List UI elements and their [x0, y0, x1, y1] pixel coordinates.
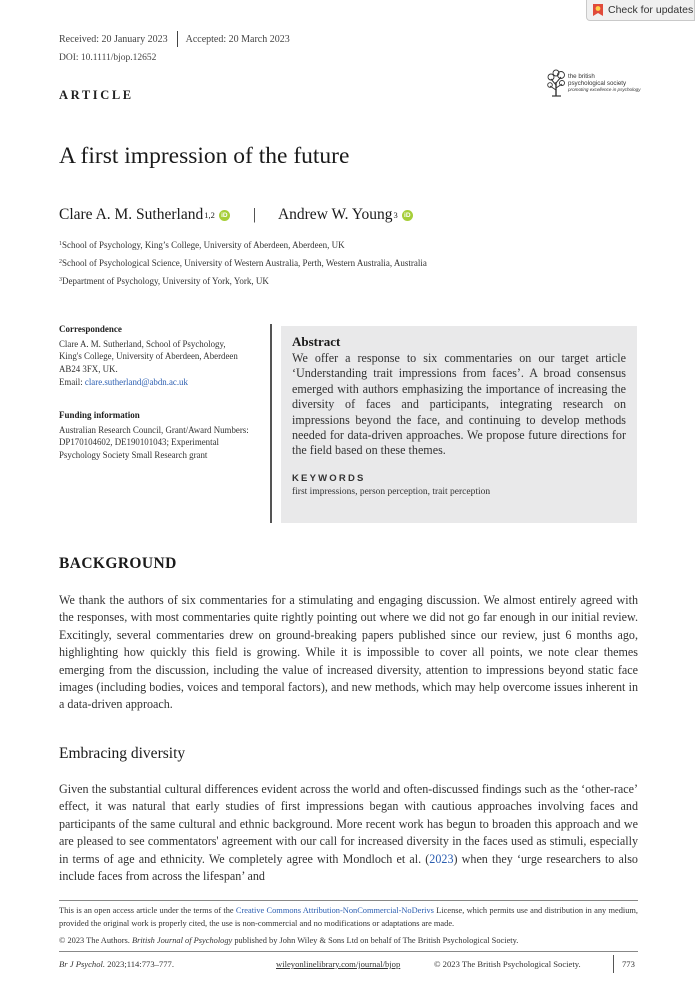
- page-number: 773: [622, 959, 635, 969]
- affiliation: [59, 240, 345, 250]
- license-link[interactable]: Creative Commons Attribution-NonCommercial-NoDerivs: [235, 906, 434, 915]
- license-text-end: License, which permits use and distribution in any medium, provided the original work is properly cited, the use is non-commercial and no modifications or adaptations are made.: [59, 906, 639, 928]
- article-title: A first impression of the future: [59, 143, 350, 169]
- abstract-box: [281, 326, 637, 523]
- affiliation-marker: 2: [59, 259, 62, 265]
- bps-logo-line1: the british: [568, 73, 595, 80]
- author-name: Andrew W. Young: [277, 206, 393, 223]
- affiliation-marker: 1: [59, 241, 62, 247]
- diversity-text-start: Given the substantial cultural differences evident across the world and often-discussed findings such as the ‘other-race’ effect, it was natural that early studies of first impressions began with cautious approaches involving faces and participants of the same cultural and ethnic background. More recent work has begun to broaden this approach and we are pleased to see commentators' agreement with our call for increased diversity in the faces used as stimuli, especially in terms of age and ethnicity. We completely agree with Mondloch et al. (: [59, 782, 638, 866]
- sidebar-divider: [270, 324, 272, 523]
- article-dates: [59, 31, 290, 47]
- email-link[interactable]: clare.sutherland@abdn.ac.uk: [84, 376, 188, 387]
- author-separator: |: [252, 206, 256, 223]
- abstract-heading: Abstract: [292, 334, 341, 349]
- correspondence-email-line: [59, 376, 267, 389]
- date-divider: [177, 31, 178, 47]
- funding-line: Psychology Society Small Research grant: [59, 450, 208, 461]
- bps-logo-tagline: promoting excellence in psychology: [568, 87, 641, 93]
- check-for-updates-button[interactable]: [586, 0, 695, 21]
- bottom-divider: [59, 951, 638, 952]
- doi: DOI: 10.1111/bjop.12652: [59, 53, 157, 63]
- keywords-text: first impressions, person perception, trait perception: [292, 486, 491, 497]
- society-copyright: © 2023 The British Psychological Society.: [434, 959, 581, 969]
- keywords-heading: KEYWORDS: [292, 472, 366, 484]
- funding-heading: Funding information: [59, 410, 140, 420]
- affiliation-text: School of Psychology, King’s College, University of Aberdeen, Aberdeen, UK: [62, 240, 345, 250]
- bps-tree-logo-icon: [547, 68, 567, 98]
- author-list: [59, 206, 413, 224]
- citation-link[interactable]: 2023: [429, 851, 454, 866]
- affiliation-text: Department of Psychology, University of York, York, UK: [62, 276, 269, 286]
- crossmark-icon: [592, 3, 604, 17]
- author-affiliation-marker: 1,2: [204, 210, 215, 220]
- diversity-heading: Embracing diversity: [59, 745, 186, 762]
- author-name: Clare A. M. Sutherland: [59, 206, 204, 223]
- correspondence-line: Clare A. M. Sutherland, School of Psychology,: [59, 338, 226, 349]
- diversity-text-end: ) when they ‘urge researchers to also include faces from across the lifespan’ and: [59, 851, 638, 884]
- author-affiliation-marker: 3: [393, 210, 398, 220]
- received-date: Received: 20 January 2023: [59, 33, 168, 45]
- bps-logo-line2: psychological society: [568, 79, 627, 87]
- license-notice: [59, 905, 638, 930]
- citation: [59, 959, 174, 969]
- footer-divider: [59, 900, 638, 901]
- correspondence-heading: Correspondence: [59, 324, 122, 334]
- affiliation: [59, 276, 269, 286]
- orcid-icon[interactable]: iD: [219, 210, 230, 221]
- copyright-end: published by John Wiley & Sons Ltd on behalf of The British Psychological Society.: [232, 936, 519, 945]
- license-text-start: This is an open access article under the terms of the: [59, 906, 236, 915]
- affiliation-text: School of Psychological Science, University of Western Australia, Perth, Western Australia, Australia: [62, 258, 427, 268]
- accepted-date: Accepted: 20 March 2023: [185, 33, 290, 45]
- diversity-paragraph: [59, 781, 638, 885]
- article-type-label: ARTICLE: [59, 88, 134, 102]
- affiliation-marker: 3: [59, 277, 62, 283]
- bps-logo: [547, 68, 642, 100]
- email-label: Email:: [59, 376, 85, 387]
- copyright-notice: [59, 935, 638, 948]
- check-for-updates-label: Check for updates: [608, 4, 694, 16]
- background-heading: BACKGROUND: [59, 555, 177, 572]
- journal-name: British Journal of Psychology: [131, 936, 233, 945]
- orcid-icon[interactable]: iD: [402, 210, 413, 221]
- citation-journal: Br J Psychol.: [59, 959, 106, 969]
- page-number-divider: [613, 955, 614, 973]
- correspondence-block: [59, 323, 267, 389]
- funding-line: Australian Research Council, Grant/Award Numbers:: [59, 424, 249, 435]
- correspondence-line: King's College, University of Aberdeen, Aberdeen: [59, 351, 238, 362]
- background-paragraph: We thank the authors of six commentaries for a stimulating and engaging discussion. We almost entirely agreed with the responses, with most commentaries quite rightly pointing out where we did not go far enough in our initial review. Excitingly, several commentaries drew on ground-breaking papers published since our review, just 6 months ago, highlighting how quickly this field is growing. While it is impossible to cover all points, we note clear themes emerging from the discussion, including the value of increased diversity, attention to impressions beyond static face images (including bodies, voices and temporal factors), and new methods, which may help overcome issues inherent in a data-driven approach.: [59, 593, 638, 712]
- copyright-start: © 2023 The Authors.: [59, 936, 132, 945]
- abstract-text: We offer a response to six commentaries on our target article ‘Understanding trait impressions from faces’. A broad consensus emerged with authors emphasizing the importance of increasing the diversity of faces and participants, integrating research on impressions beyond the face, and continuing to develop methods needed for data-driven approaches. We propose future directions for the field based on these themes.: [292, 351, 626, 458]
- journal-url-link[interactable]: wileyonlinelibrary.com/journal/bjop: [276, 959, 401, 969]
- correspondence-line: AB24 3FX, UK.: [59, 364, 118, 375]
- affiliation: [59, 258, 427, 268]
- citation-details: 2023;114:773–777.: [105, 959, 174, 969]
- funding-block: [59, 409, 267, 462]
- funding-line: DP170104602, DE190101043; Experimental: [59, 437, 219, 448]
